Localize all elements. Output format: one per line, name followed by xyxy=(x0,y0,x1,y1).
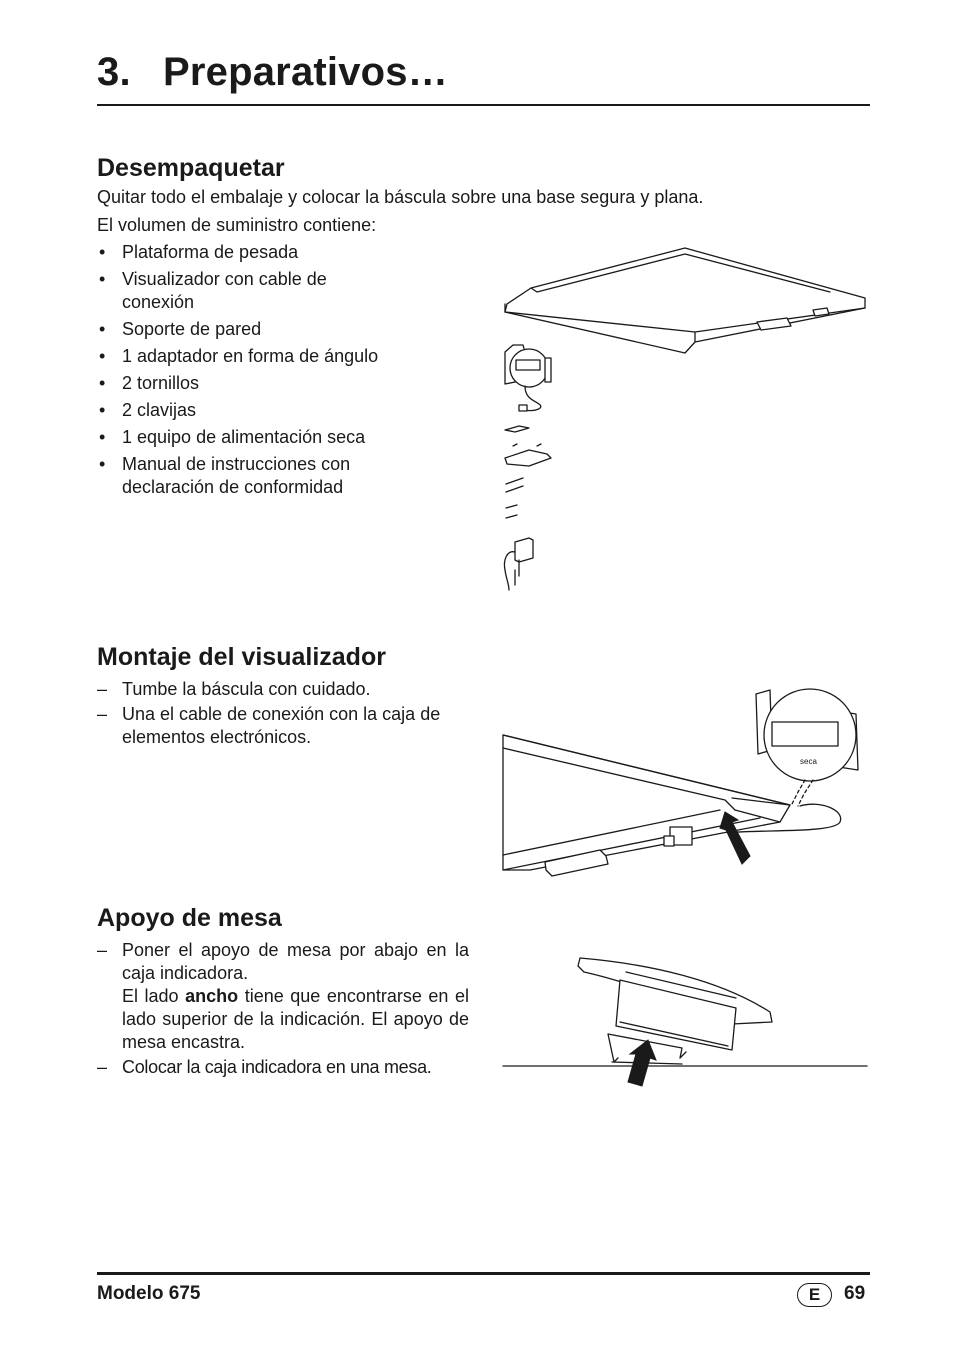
list-item: • Plataforma de pesada xyxy=(97,241,397,264)
list-item: – Tumbe la báscula con cuidado. xyxy=(97,678,477,701)
list-item: • Manual de instrucciones con declaración de conformidad xyxy=(97,453,397,499)
heading-mounting: Montaje del visualizador xyxy=(97,643,386,671)
page-number: 69 xyxy=(844,1283,866,1304)
list-item: • Soporte de pared xyxy=(97,318,397,341)
chapter-title: Preparativos… xyxy=(163,50,448,94)
footer-model: Modelo 675 xyxy=(97,1283,201,1304)
mounting-steps xyxy=(97,678,477,749)
contents-list xyxy=(97,241,397,503)
table-support-illustration xyxy=(500,950,870,1095)
list-item: • 1 equipo de alimentación seca xyxy=(97,426,397,449)
list-item: – Colocar la caja indicadora en una mesa. xyxy=(97,1056,469,1079)
section-unpack xyxy=(97,154,857,237)
note-post: tiene que encontrarse en el lado superior de la indicación. El apoyo de mesa encastra. xyxy=(122,986,469,1052)
delivery-contents-illustration xyxy=(495,240,875,595)
note-pre: El lado xyxy=(122,986,179,1006)
list-item: • Visualizador con cable de conexión xyxy=(97,268,397,314)
note-bold: ancho xyxy=(185,986,239,1006)
unpack-contents-label: El volumen de suministro contiene: xyxy=(97,215,377,235)
title-rule xyxy=(97,104,870,106)
list-item: • 1 adaptador en forma de ángulo xyxy=(97,345,397,368)
unpack-intro: Quitar todo el embalaje y colocar la báscula sobre una base segura y plana. xyxy=(97,187,704,207)
heading-unpack: Desempaquetar xyxy=(97,154,285,182)
list-item: • 2 clavijas xyxy=(97,399,397,422)
table-support-steps xyxy=(97,939,469,1079)
section-mounting xyxy=(97,643,477,751)
list-item xyxy=(97,939,469,1054)
heading-table-support: Apoyo de mesa xyxy=(97,904,282,932)
section-table-support xyxy=(97,904,469,1081)
display-brand-label: seca xyxy=(800,757,817,766)
step-text: – Poner el apoyo de mesa por abajo en la caja indicadora. xyxy=(122,940,469,983)
display-mounting-illustration xyxy=(500,680,870,890)
page-title xyxy=(97,50,448,95)
list-item: – Una el cable de conexión con la caja de elementos electrónicos. xyxy=(97,703,477,749)
step-note xyxy=(122,985,469,1054)
footer-rule xyxy=(97,1272,870,1275)
list-item: • 2 tornillos xyxy=(97,372,397,395)
chapter-number: 3. xyxy=(97,50,131,94)
language-badge: E xyxy=(797,1283,832,1307)
